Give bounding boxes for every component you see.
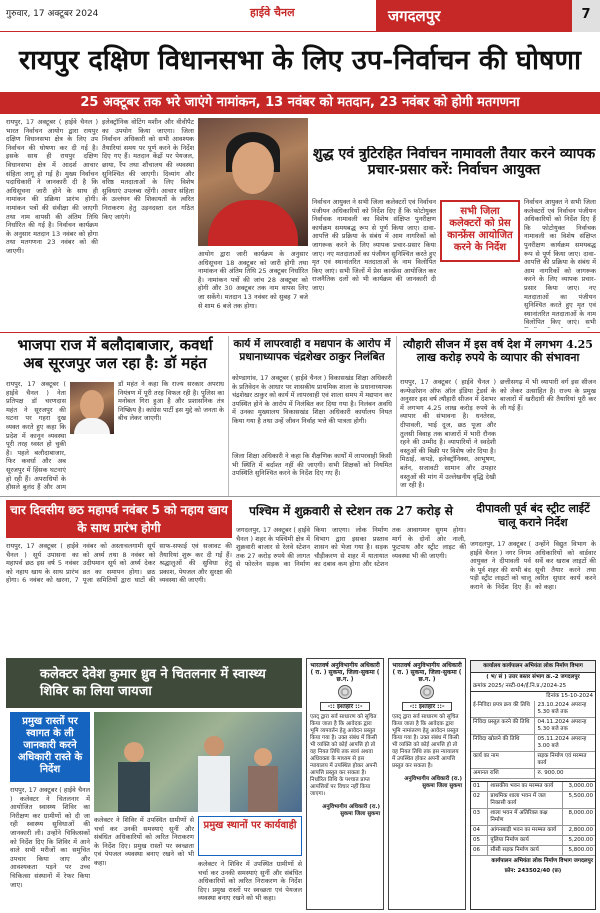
tender-phone: फ़ोन: 243502/40 (फ़) bbox=[504, 868, 562, 874]
tender-item-name: पुलिया निर्माण कार्य bbox=[488, 836, 562, 845]
issue-date: गुरुवार, 17 अक्टूबर 2024 bbox=[6, 9, 99, 19]
teacher-story-body-2 bbox=[232, 452, 392, 492]
tender-item-row bbox=[471, 826, 595, 836]
notice-2-title: भारतवर्ष अनुविभागीय अधिकारी ( रा. ) सुकमा, जिला-सुकमा ( छ.ग. ) bbox=[392, 662, 462, 683]
tender-schedule-label: निविदा खोलने की तिथि bbox=[471, 735, 535, 751]
teacher-story-text-2: जिला शिक्षा अधिकारी ने कहा कि शैक्षणिक कार्यों में लापरवाही किसी भी स्थिति में बर्दाश्त नहीं की जाएगी। सभी शिक्षकों को नियमित उपस्थिति सुनिश्चित करने के निर्देश दिए गए हैं। bbox=[232, 452, 392, 478]
tender-schedule-value: 23.10.2024 अपरान्ह 5.30 बजे तक bbox=[537, 702, 587, 715]
notice-2-body: एतद् द्वारा सर्व साधारण को सूचित किया जाता है कि आवेदक द्वारा भूमि नामांतरण हेतु आवेदन प्रस्तुत किया गया है। उक्त संबंध में किसी भी व्यक्ति को कोई आपत्ति हो तो वह नियत तिथि तक इस न्यायालय में उपस्थित होकर अपनी आपत्ति प्रस्तुत कर सकता है। bbox=[392, 714, 459, 769]
tender-item-name: प्राथमिक शाला भवन में जल निकासी कार्य bbox=[488, 792, 562, 808]
tender-schedule-value: रु. 900.00 bbox=[537, 770, 564, 776]
bjp-story-headline: भाजपा राज में बलौदाबाजार, कवर्धा अब सूरजपुर जल रहा है: डॉ महंत bbox=[17, 336, 213, 372]
section-divider bbox=[0, 332, 600, 333]
streetlight-headline: दीपावली पूर्व बंद स्ट्रीट लाईटें चालू कराने निर्देश bbox=[476, 502, 590, 529]
lead-col1-text: रायपुर, 17 अक्टूबर ( हाईवे चैनल ) भारत निर्वाचन आयोग द्वारा रायपुर दक्षिण विधानसभा क्षेत्र के लिए उप निर्वाचन की घोषणा कर दी गई है। इसके साथ ही रायपुर दक्षिण विधानसभा क्षेत्र में आदर्श आचार संहिता लागू हो गई है। मुख्य निर्वाचन पदाधिकारी ने जानकारी दी है कि अधिसूचना जारी होने के साथ ही नामांकन की प्रक्रिया प्रारंभ होगी। नामांकन पत्रों की संवीक्षा की जाएगी तथा नाम वापसी की अंतिम तिथि निर्धारित की गई है। निर्वाचन कार्यक्रम के अनुसार मतदान 13 नवंबर को होगा तथा मतगणना 23 नवंबर को की जाएगी। bbox=[6, 118, 98, 255]
tender-item-number: 03 bbox=[471, 809, 488, 825]
tender-schedule-row bbox=[471, 718, 595, 735]
tender-schedule-row bbox=[471, 701, 595, 718]
tender-schedule-value: सड़क निर्माण एवं मरम्मत कार्य bbox=[537, 753, 587, 766]
tender-ref: क्रमांक 2025/ नस्टी-04/ई.नि.प्र./2024-25 bbox=[473, 683, 567, 689]
bjp-story-text: रायपुर, 17 अक्टूबर ( हाईवे चैनल ) नेता प्रतिपक्ष डॉ चरणदास महंत ने सूरजपुर की घटना पर गहरा दुख व्यक्त करते हुए कहा कि प्रदेश में कानून व्यवस्था पूरी तरह ध्वस्त हो चुकी है। पहले बलौदाबाजार, फिर कवर्धा और अब सूरजपुर में हिंसक घटनाएं हो रही हैं। अपराधियों के हौसले बुलंद हैं और आम bbox=[6, 380, 66, 492]
festival-trade-col2 bbox=[500, 378, 596, 492]
tender-item-amount: 3,000.00 bbox=[568, 783, 593, 789]
chhath-body bbox=[6, 542, 232, 654]
tender-item-number: 02 bbox=[471, 792, 488, 808]
tender-item-row bbox=[471, 846, 595, 856]
bjp-story-col2 bbox=[118, 380, 224, 492]
festival-trade-headline: त्यौहारी सीजन में इस वर्ष देश में लगभग 4.25 लाख करोड़ रुपये के व्यापार की संभावना bbox=[403, 338, 593, 364]
tender-item-amount: 5,500.00 bbox=[568, 793, 593, 799]
tender-schedule-row bbox=[471, 769, 595, 779]
notice-2-signature: अनुविभागीय अधिकारी (रा.) सुकमा जिला सुकमा bbox=[404, 776, 462, 789]
legal-notice-2 bbox=[388, 658, 466, 910]
tender-item-name: शासकीय भवन का मरम्मत कार्य bbox=[488, 782, 562, 791]
tender-item-name: शाला भवन में अतिरिक्त कक्ष निर्माण bbox=[488, 809, 562, 825]
streetlight-body bbox=[470, 540, 596, 658]
health-text-3: कलेक्टर ने शिविर में उपस्थित ग्रामीणों से चर्चा कर उनकी समस्याएं सुनीं और संबंधित अधिकारियों को त्वरित निराकरण के निर्देश दिए। प्रमुख रास्तों पर स्वच्छता एवं पेयजल व्यवस्था बनाए रखने को भी कहा। bbox=[198, 860, 302, 903]
voter-list-text: निर्वाचन आयुक्त ने सभी जिला कलेक्टरों एवं निर्वाचन पंजीयन अधिकारियों को निर्देश दिए हैं कि फोटोयुक्त निर्वाचक नामावली का विशेष संक्षिप्त पुनरीक्षण कार्यक्रम समयबद्ध रूप से पूर्ण किया जाए। दावा-आपत्ति की प्रक्रिया के संबंध में आम नागरिकों को जागरूक करने के लिए व्यापक प्रचार-प्रसार किया जाए। नए मतदाताओं का पंजीयन सुनिश्चित करते हुए मृत एवं स्थानांतरित मतदाताओं के नाम विलोपित किए जाएं। सभी जिलों में प्रेस कान्फ्रेंस आयोजित कर राजनैतिक दलों को भी कार्यक्रम की जानकारी दी जाए। bbox=[312, 198, 436, 292]
tender-item-row bbox=[471, 782, 595, 792]
mahant-portrait bbox=[70, 382, 114, 434]
notice-1-signature: अनुविभागीय अधिकारी (रा.) सुकमा जिला सुकमा bbox=[322, 804, 380, 817]
tender-schedule bbox=[471, 701, 595, 779]
emblem-icon bbox=[338, 685, 352, 699]
tender-title: कार्यालय कार्यपालन अभियंता लोक निर्माण विभाग bbox=[471, 661, 595, 673]
notice-1-title: भारतवर्ष अनुविभागीय अधिकारी ( रा. ) सुकमा, जिला-सुकमा ( छ.ग. ) bbox=[310, 662, 380, 683]
tender-item-name: सीसी सड़क निर्माण कार्य bbox=[488, 846, 562, 855]
festival-trade-col1 bbox=[400, 378, 496, 492]
tender-items bbox=[471, 781, 595, 856]
teacher-story-headline: कार्य में लापरवाही व मद्यपान के आरोप में प्रधानाध्यापक चंद्रशेखर ठाकुर निलंबित bbox=[233, 338, 391, 363]
tender-item-amount: 5,800.00 bbox=[568, 847, 593, 853]
lead-column-1 bbox=[6, 118, 98, 328]
tender-item-row bbox=[471, 792, 595, 809]
tender-subtitle: ( भ/ सं ) उत्तर बस्तर संभाग क्र.-2 जगदलपुर bbox=[486, 674, 580, 680]
health-camp-photo bbox=[94, 712, 302, 812]
emblem-icon bbox=[420, 685, 434, 699]
tender-item-amount: 5,200.00 bbox=[568, 837, 593, 843]
tender-schedule-row bbox=[471, 735, 595, 752]
voter-list-body-right bbox=[524, 198, 596, 328]
tender-schedule-row bbox=[471, 752, 595, 769]
health-text: रायपुर, 17 अक्टूबर ( हाईवे चैनल ) कलेक्टर ने चितलनार में आयोजित स्वास्थ्य शिविर का निरीक्षण कर ग्रामीणों को दी जा रही स्वास्थ्य सुविधाओं की जानकारी ली। उन्होंने चिकित्सकों को निर्देश दिए कि शिविर में आने वाले सभी मरीजों का समुचित उपचार किया जाए और आवश्यकता पड़ने पर उच्च चिकित्सा संस्थानों में रेफर किया जाए। bbox=[10, 786, 90, 889]
streetlight-text: जगदलपुर, 17 अक्टूबर ( हाईवे चैनल ) नगर निगम आयुक्त ने दीपावली पर्व के पूर्व शहर की सभी बंद पड़ी स्ट्रीट लाइटों को चालू कराने के निर्देश दिए हैं। उन्होंने विद्युत विभाग के अधिकारियों को वार्डवार सर्वे कर खराब लाइटों की सूची तैयार करने तथा त्वरित सुधार कार्य करने को कहा। bbox=[470, 540, 596, 591]
festival-trade-text: रायपुर, 17 अक्टूबर ( हाईवे चैनल ) कन्फेडरेशन ऑफ ऑल इंडिया ट्रेडर्स के अनुसार इस वर्ष त्यौहारी सीजन में देशभर में लगभग 4.25 लाख करोड़ रुपये के व्यापार की संभावना है। धनतेरस, दीपावली, भाई दूज, छठ पूजा और तुलसी विवाह तक बाजारों में भारी रौनक रहने की उम्मीद है। व्यापारियों ने स्वदेशी वस्तुओं की बिक्री पर विशेष जोर दिया है। मिठाई, कपड़े, इलेक्ट्रॉनिक्स, आभूषण, बर्तन, सजावटी सामान और उपहार वस्तुओं की मांग में उल्लेखनीय वृद्धि देखी जा रही है। bbox=[400, 378, 496, 490]
tender-item-number: 05 bbox=[471, 836, 488, 845]
tender-item-row bbox=[471, 836, 595, 846]
health-pamphlet: प्रमुख स्थानों पर कार्यवाही bbox=[198, 816, 302, 856]
lead-headline: रायपुर दक्षिण विधानसभा के लिए उप-निर्वाचन की घोषणा bbox=[18, 45, 582, 76]
column-rule bbox=[396, 336, 397, 496]
tender-schedule-label: निविदा प्रस्तुत करने की तिथि bbox=[471, 718, 535, 734]
tender-schedule-label: ई-निविदा प्रपत्र क्रय की तिथि bbox=[471, 701, 535, 717]
bjp-story-text-2: डॉ महंत ने कहा कि राज्य सरकार अपराध नियंत्रण में पूरी तरह विफल रही है। पुलिस का मनोबल गिरा हुआ है और प्रशासनिक तंत्र निष्क्रिय है। कांग्रेस पार्टी इस मुद्दे को जनता के बीच लेकर जाएगी। bbox=[118, 380, 224, 423]
festival-trade-text-2: छत्तीसगढ़ में भी व्यापारी वर्ग इस सीजन को लेकर उत्साहित है। राज्य के प्रमुख बाजारों में खरीदारी की तैयारियां पूरी कर ली गई हैं। bbox=[500, 378, 596, 412]
tender-item-row bbox=[471, 809, 595, 826]
fourlane-text: जगदलपुर, 17 अक्टूबर ( हाईवे चैनल ) शहर के पश्चिमी क्षेत्र में शुक्रवारी बाजार से रेलवे स्टेशन तक 27 करोड़ रुपये की लागत से फोरलेन सड़क का निर्माण किया जाएगा। लोक निर्माण विभाग द्वारा इसका प्रस्ताव शासन को भेजा गया है। सड़क चौड़ीकरण से शहर में यातायात का दबाव कम होगा और स्टेशन तक आवागमन सुगम होगा। मार्ग के दोनों ओर नाली, फुटपाथ और स्ट्रीट लाइट की व्यवस्था भी की जाएगी। bbox=[236, 526, 466, 569]
notice-1-label: -:: इश्तहार ::- bbox=[320, 702, 370, 711]
tender-date: दिनांक 15-10-2024 bbox=[546, 693, 593, 699]
chhath-text: रायपुर, 17 अक्टूबर ( हाईवे चैनल ) सूर्य उपासना का महापर्व छठ इस वर्ष 5 नवंबर को नहाय खाय के साथ प्रारंभ होगा। 6 नवंबर को खरना, 7 नवंबर को अस्ताचलगामी सूर्य को अर्घ्य तथा 8 नवंबर को उदीयमान सूर्य को अर्घ्य देकर व्रत का समापन होगा। छठ पूजा समितियों द्वारा घाटों की साफ-सफाई एवं सजावट की तैयारियां शुरू कर दी गई हैं। श्रद्धालुओं की सुविधा हेतु प्रकाश, पेयजल और सुरक्षा की व्यवस्था की जाएगी। bbox=[6, 542, 232, 585]
page-number: 7 bbox=[572, 0, 600, 32]
lead-column-3 bbox=[198, 250, 308, 328]
notice-2-label: -:: इश्तहार ::- bbox=[402, 702, 452, 711]
tender-item-amount: 2,800.00 bbox=[568, 827, 593, 833]
chhath-headline: चार दिवसीय छठ महापर्व नवंबर 5 को नहाय खाय के साथ प्रारंभ होगी bbox=[6, 500, 232, 538]
masthead bbox=[0, 0, 600, 32]
health-col3 bbox=[198, 860, 302, 908]
health-text-2: कलेक्टर ने शिविर में उपस्थित ग्रामीणों से चर्चा कर उनकी समस्याएं सुनीं और संबंधित अधिकारियों को त्वरित निराकरण के निर्देश दिए। प्रमुख रास्तों पर स्वच्छता एवं पेयजल व्यवस्था बनाए रखने को भी कहा। bbox=[94, 816, 194, 867]
tender-notice bbox=[470, 660, 596, 910]
voter-list-headline: शुद्ध एवं त्रुटिरहित निर्वाचन नामावली तैयार करने व्यापक प्रचार-प्रसार करें: निर्वाचन आयुक्त bbox=[312, 146, 596, 178]
fourlane-headline: पश्चिम में शुक्रवारी से स्टेशन तक 27 करोड़ से bbox=[249, 504, 453, 518]
tender-schedule-label: कार्य का नाम bbox=[471, 752, 535, 768]
city-name: जगदलपुर bbox=[376, 0, 572, 32]
tender-item-number: 04 bbox=[471, 826, 488, 835]
tender-item-name: आंगनबाड़ी भवन का मरम्मत कार्य bbox=[488, 826, 562, 835]
paper-name: हाईवे चैनल bbox=[250, 6, 295, 19]
voter-list-callout: सभी जिला कलेक्टरों को प्रेस कान्फ्रेंस आयोजित करने के निर्देश bbox=[440, 200, 520, 262]
teacher-story-text: कोण्डागांव, 17 अक्टूबर ( हाईवे चैनल ) विकासखंड शिक्षा अधिकारी के प्रतिवेदन के आधार पर शासकीय प्राथमिक शाला के प्रधानाध्यापक चंद्रशेखर ठाकुर को कार्य में लापरवाही एवं शाला समय में मद्यपान कर उपस्थित होने के आरोप में निलंबित कर दिया गया है। निलंबन अवधि में उनका मुख्यालय विकासखंड शिक्षा अधिकारी कार्यालय नियत किया गया है तथा उन्हें जीवन निर्वाह भत्ते की पात्रता होगी। bbox=[232, 374, 392, 425]
voter-list-text-cont: निर्वाचन आयुक्त ने सभी जिला कलेक्टरों एवं निर्वाचन पंजीयन अधिकारियों को निर्देश दिए हैं कि फोटोयुक्त निर्वाचक नामावली का विशेष संक्षिप्त पुनरीक्षण कार्यक्रम समयबद्ध रूप से पूर्ण किया जाए। दावा-आपत्ति की प्रक्रिया के संबंध में आम नागरिकों को जागरूक करने के लिए व्यापक प्रचार-प्रसार किया जाए। नए मतदाताओं का पंजीयन सुनिश्चित करते हुए मृत एवं स्थानांतरित मतदाताओं के नाम विलोपित किए जाएं। सभी bbox=[524, 198, 596, 327]
health-camp-headline: कलेक्टर देवेश कुमार ध्रुव ने चितलनार में स्वास्थ्य शिविर का लिया जायजा bbox=[6, 658, 302, 708]
fourlane-body bbox=[236, 526, 466, 654]
tender-schedule-label: अमानत राशि bbox=[471, 769, 535, 778]
tender-item-amount: 8,000.00 bbox=[568, 810, 593, 816]
lead-column-2 bbox=[102, 118, 194, 328]
tender-item-number: 01 bbox=[471, 782, 488, 791]
tender-footer: कार्यपालन अभियंता लोक निर्माण विभाग जगदलपुर bbox=[491, 858, 593, 864]
lead-subhead: 25 अक्टूबर तक भरे जाएंगे नामांकन, 13 नवंबर को मतदान, 23 नवंबर को होगी मतगणना bbox=[0, 92, 600, 114]
official-portrait bbox=[198, 118, 308, 246]
lead-col2-text: इलेक्ट्रॉनिक वोटिंग मशीन और वीवीपैट का उपयोग किया जाएगा। जिला निर्वाचन अधिकारी को सभी आवश्यक तैयारियां समय पर पूर्ण करने के निर्देश दिए गए हैं। मतदान केंद्रों पर पेयजल, छाया, रैंप तथा शौचालय की व्यवस्था सुनिश्चित की जाएगी। दिव्यांग और वरिष्ठ मतदाताओं के लिए विशेष सुविधाएं उपलब्ध रहेंगी। आचार संहिता के उल्लंघन की शिकायतों के त्वरित निराकरण हेतु उड़नदस्ता दल गठित किए जाएंगे। bbox=[102, 118, 194, 221]
column-rule bbox=[228, 336, 229, 496]
health-col1 bbox=[10, 786, 90, 908]
tender-schedule-value: 05.11.2024 अपरान्ह 3.00 बजे bbox=[537, 736, 587, 749]
tender-schedule-value: 04.11.2024 अपरान्ह 5.30 बजे तक bbox=[537, 719, 587, 732]
tender-item-number: 06 bbox=[471, 846, 488, 855]
bjp-story-col1 bbox=[6, 380, 66, 492]
legal-notice-1 bbox=[306, 658, 384, 910]
health-highlight-box: प्रमुख रास्तों पर स्वागत के ली जानकारी करने अधिकारी रास्ते के निर्देश bbox=[10, 712, 90, 782]
lead-col3-text: आयोग द्वारा जारी कार्यक्रम के अनुसार अधिसूचना 18 अक्टूबर को जारी होगी तथा नामांकन की अंतिम तिथि 25 अक्टूबर निर्धारित है। नामांकन पत्रों की जांच 28 अक्टूबर को होगी और 30 अक्टूबर तक नाम वापस लिए जा सकेंगे। मतदान 13 नवंबर को सुबह 7 बजे से शाम 6 बजे तक होगा। bbox=[198, 250, 308, 310]
teacher-story-body bbox=[232, 374, 392, 450]
voter-list-body-left bbox=[312, 198, 436, 328]
notice-1-body: एतद् द्वारा सर्व साधारण को सूचित किया जाता है कि आवेदक द्वारा भूमि व्यपवर्तन हेतु आवेदन प्रस्तुत किया गया है। उक्त संबंध में किसी भी व्यक्ति को कोई आपत्ति हो तो वह नियत तिथि तक स्वयं अथवा अधिवक्ता के माध्यम से इस न्यायालय में उपस्थित होकर अपनी आपत्ति प्रस्तुत कर सकता है। निर्धारित तिथि के पश्चात प्राप्त आपत्तियों पर विचार नहीं किया जाएगा। bbox=[310, 714, 377, 797]
section-divider bbox=[0, 496, 600, 497]
health-col2 bbox=[94, 816, 194, 908]
